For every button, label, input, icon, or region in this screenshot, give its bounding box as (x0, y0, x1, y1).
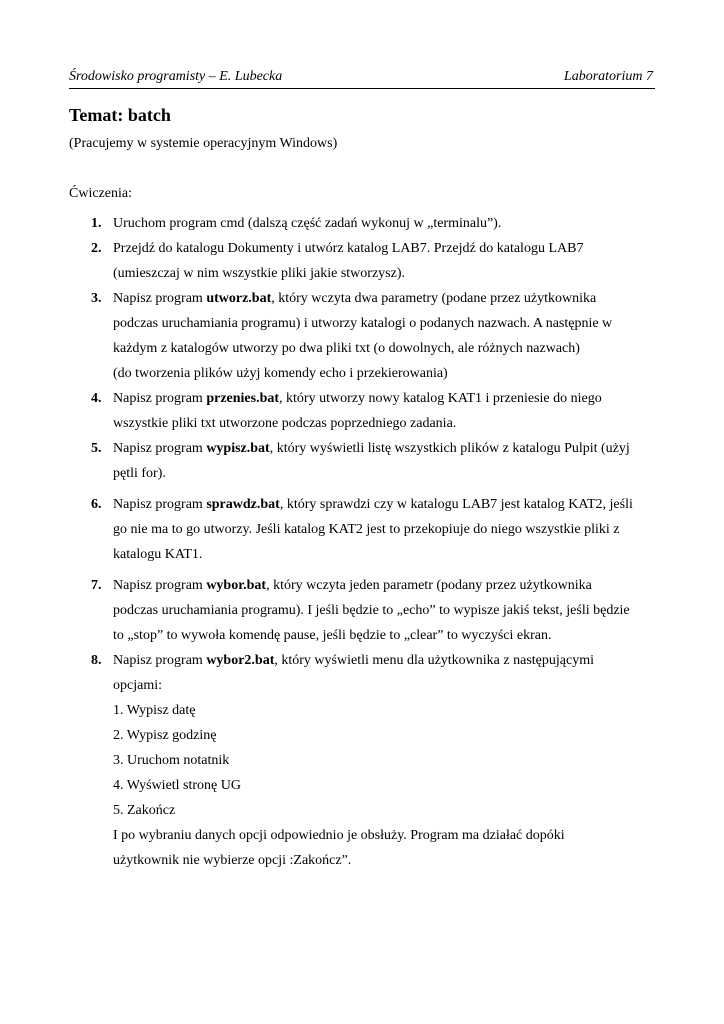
menu-option: 4. Wyświetl stronę UG (113, 778, 241, 793)
exercise-list (69, 211, 669, 873)
exercise-number: 8. (91, 653, 102, 668)
exercise-line: (umieszczaj w nim wszystkie pliki jakie stworzysz). (113, 266, 405, 281)
exercise-line: katalogu KAT1. (113, 547, 203, 562)
exercise-first-line (113, 386, 669, 411)
exercise-line: Uruchom program cmd (dalszą część zadań wykonuj w „terminalu”). (113, 216, 502, 231)
exercise-text: Napisz program (113, 291, 207, 306)
exercise-line: opcjami: (113, 678, 162, 693)
exercise-line: wszystkie pliki txt utworzone podczas poprzedniego zadania. (113, 416, 457, 431)
exercise-line: podczas uruchamiania programu) i utworzy katalogi o podanych nazwach. A następnie w (113, 316, 613, 331)
menu-option: 3. Uruchom notatnik (113, 753, 230, 768)
exercise-line: to „stop” to wywoła komendę pause, jeśli będzie to „clear” to wyczyści ekran. (113, 628, 552, 643)
exercise-item (69, 492, 669, 567)
exercise-item (69, 436, 669, 486)
exercise-text: , który wczyta jeden parametr (podany przez użytkownika (266, 578, 592, 593)
exercise-first-line (113, 492, 669, 517)
exercise-first-line (113, 648, 669, 673)
header-course: Środowisko programisty – E. Lubecka (69, 69, 283, 84)
exercise-line: go nie ma to go utworzy. Jeśli katalog KAT2 jest to przekopiuje do niego wszystkie pliki z (113, 522, 620, 537)
page-title: Temat: batch (69, 105, 171, 125)
exercise-line: pętli for). (113, 466, 166, 481)
exercise-text: Napisz program (113, 441, 207, 456)
exercise-first-line (113, 286, 669, 311)
menu-option: 1. Wypisz datę (113, 703, 196, 718)
exercise-item (69, 648, 669, 873)
exercise-item (69, 236, 669, 286)
page-subtitle: (Pracujemy w systemie operacyjnym Windows) (69, 136, 338, 151)
menu-option: 2. Wypisz godzinę (113, 728, 217, 743)
exercises-label: Ćwiczenia: (69, 186, 132, 201)
program-name: sprawdz.bat (206, 497, 280, 512)
program-name: przenies.bat (206, 391, 280, 406)
exercise-item (69, 211, 669, 236)
program-name: wybor.bat (206, 578, 267, 593)
exercise-text: , który wczyta dwa parametry (podane przez użytkownika (271, 291, 597, 306)
exercise-line: każdym z katalogów utworzy po dwa pliki txt (o dowolnych, ale różnych nazwach) (113, 341, 580, 356)
exercise-text: , który sprawdzi czy w katalogu LAB7 jest katalog KAT2, jeśli (279, 497, 633, 512)
menu-option: 5. Zakończ (113, 803, 176, 818)
exercise-text: , który wyświetli menu dla użytkownika z następującymi (274, 653, 594, 668)
exercise-line: I po wybraniu danych opcji odpowiednio je obsłuży. Program ma działać dopóki (113, 828, 565, 843)
program-name: wypisz.bat (206, 441, 270, 456)
exercise-text: , który wyświetli listę wszystkich plików z katalogu Pulpit (użyj (269, 441, 630, 456)
header-lab-number: Laboratorium 7 (563, 69, 653, 84)
program-name: wybor2.bat (206, 653, 275, 668)
exercise-line: użytkownik nie wybierze opcji :Zakończ”. (113, 853, 352, 868)
exercise-first-line (113, 573, 669, 598)
exercise-number: 7. (91, 578, 102, 593)
exercise-number: 2. (91, 241, 102, 256)
exercise-number: 1. (91, 216, 102, 231)
exercise-text: Napisz program (113, 497, 207, 512)
exercise-text: Napisz program (113, 578, 207, 593)
page-header (69, 69, 655, 89)
exercise-number: 6. (91, 497, 102, 512)
exercise-text: , który utworzy nowy katalog KAT1 i przeniesie do niego (279, 391, 602, 406)
exercise-line: Przejdź do katalogu Dokumenty i utwórz katalog LAB7. Przejdź do katalogu LAB7 (113, 241, 584, 256)
exercise-first-line (113, 436, 669, 461)
exercise-text: Napisz program (113, 391, 207, 406)
exercise-text: Napisz program (113, 653, 207, 668)
exercise-line: podczas uruchamiania programu). I jeśli będzie to „echo” to wypisze jakiś tekst, jeśli będzie (113, 603, 630, 618)
exercise-number: 3. (91, 291, 102, 306)
exercise-item (69, 573, 669, 648)
exercise-item (69, 286, 669, 386)
program-name: utworz.bat (206, 291, 272, 306)
exercise-number: 5. (91, 441, 102, 456)
exercise-line: (do tworzenia plików użyj komendy echo i przekierowania) (113, 366, 448, 381)
exercise-number: 4. (91, 391, 102, 406)
exercise-item (69, 386, 669, 436)
